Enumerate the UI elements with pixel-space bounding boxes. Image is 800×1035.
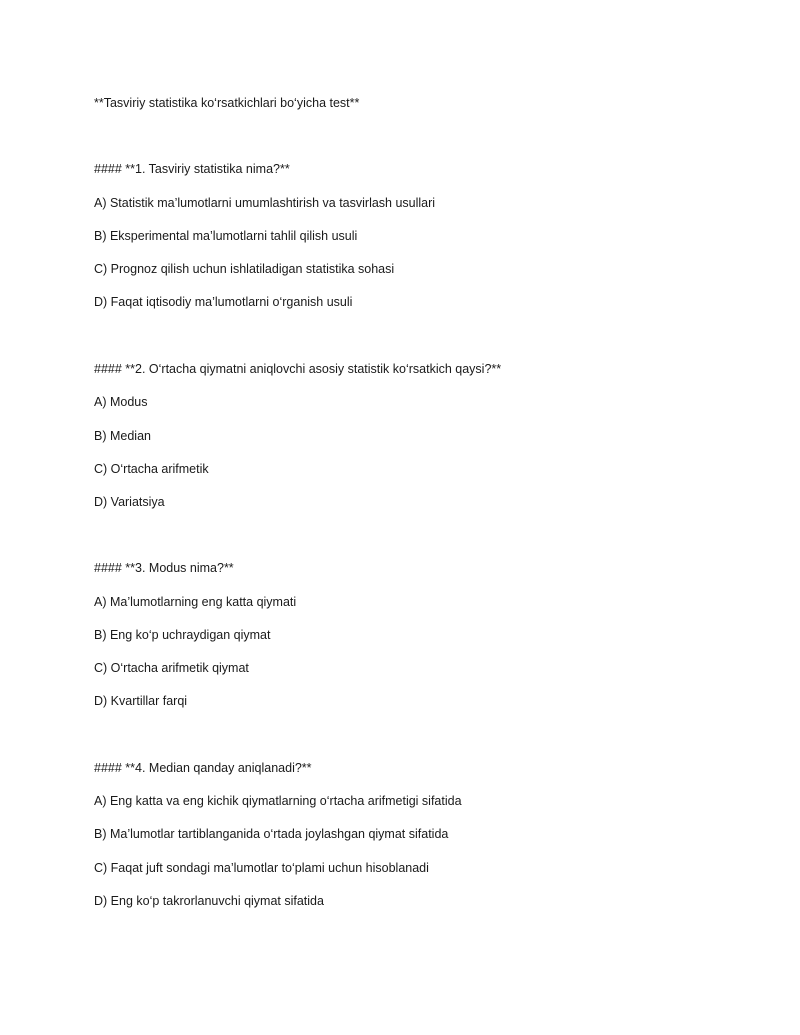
question-2-option-a: A) Modus [94,395,148,409]
question-4-option-c: C) Faqat juft sondagi ma’lumotlar to‘plami uchun hisoblanadi [94,861,429,875]
question-3-heading: #### **3. Modus nima?** [94,561,234,575]
question-1-heading: #### **1. Tasviriy statistika nima?** [94,162,290,176]
document-title: **Tasviriy statistika ko‘rsatkichlari bo‘yicha test** [94,96,360,110]
question-4-option-d: D) Eng ko‘p takrorlanuvchi qiymat sifatida [94,894,324,908]
question-3-option-d: D) Kvartillar farqi [94,694,188,708]
question-3-option-b: B) Eng ko‘p uchraydigan qiymat [94,628,271,642]
question-2-heading: #### **2. O‘rtacha qiymatni aniqlovchi asosiy statistik ko‘rsatkich qaysi?** [94,362,502,376]
question-1-option-c: C) Prognoz qilish uchun ishlatiladigan statistika sohasi [94,262,395,276]
question-2-option-d: D) Variatsiya [94,495,165,509]
question-4-option-b: B) Ma’lumotlar tartiblanganida o‘rtada joylashgan qiymat sifatida [94,827,449,841]
question-2-option-b: B) Median [94,429,151,443]
question-1-option-b: B) Eksperimental ma’lumotlarni tahlil qilish usuli [94,229,358,243]
question-1-option-d: D) Faqat iqtisodiy ma’lumotlarni o‘rganish usuli [94,295,353,309]
question-4-heading: #### **4. Median qanday aniqlanadi?** [94,761,312,775]
question-2-option-c: C) O‘rtacha arifmetik [94,462,209,476]
question-4-option-a: A) Eng katta va eng kichik qiymatlarning o‘rtacha arifmetigi sifatida [94,794,462,808]
question-3-option-c: C) O‘rtacha arifmetik qiymat [94,661,249,675]
question-3-option-a: A) Ma’lumotlarning eng katta qiymati [94,595,297,609]
question-1-option-a: A) Statistik ma’lumotlarni umumlashtirish va tasvirlash usullari [94,196,436,210]
